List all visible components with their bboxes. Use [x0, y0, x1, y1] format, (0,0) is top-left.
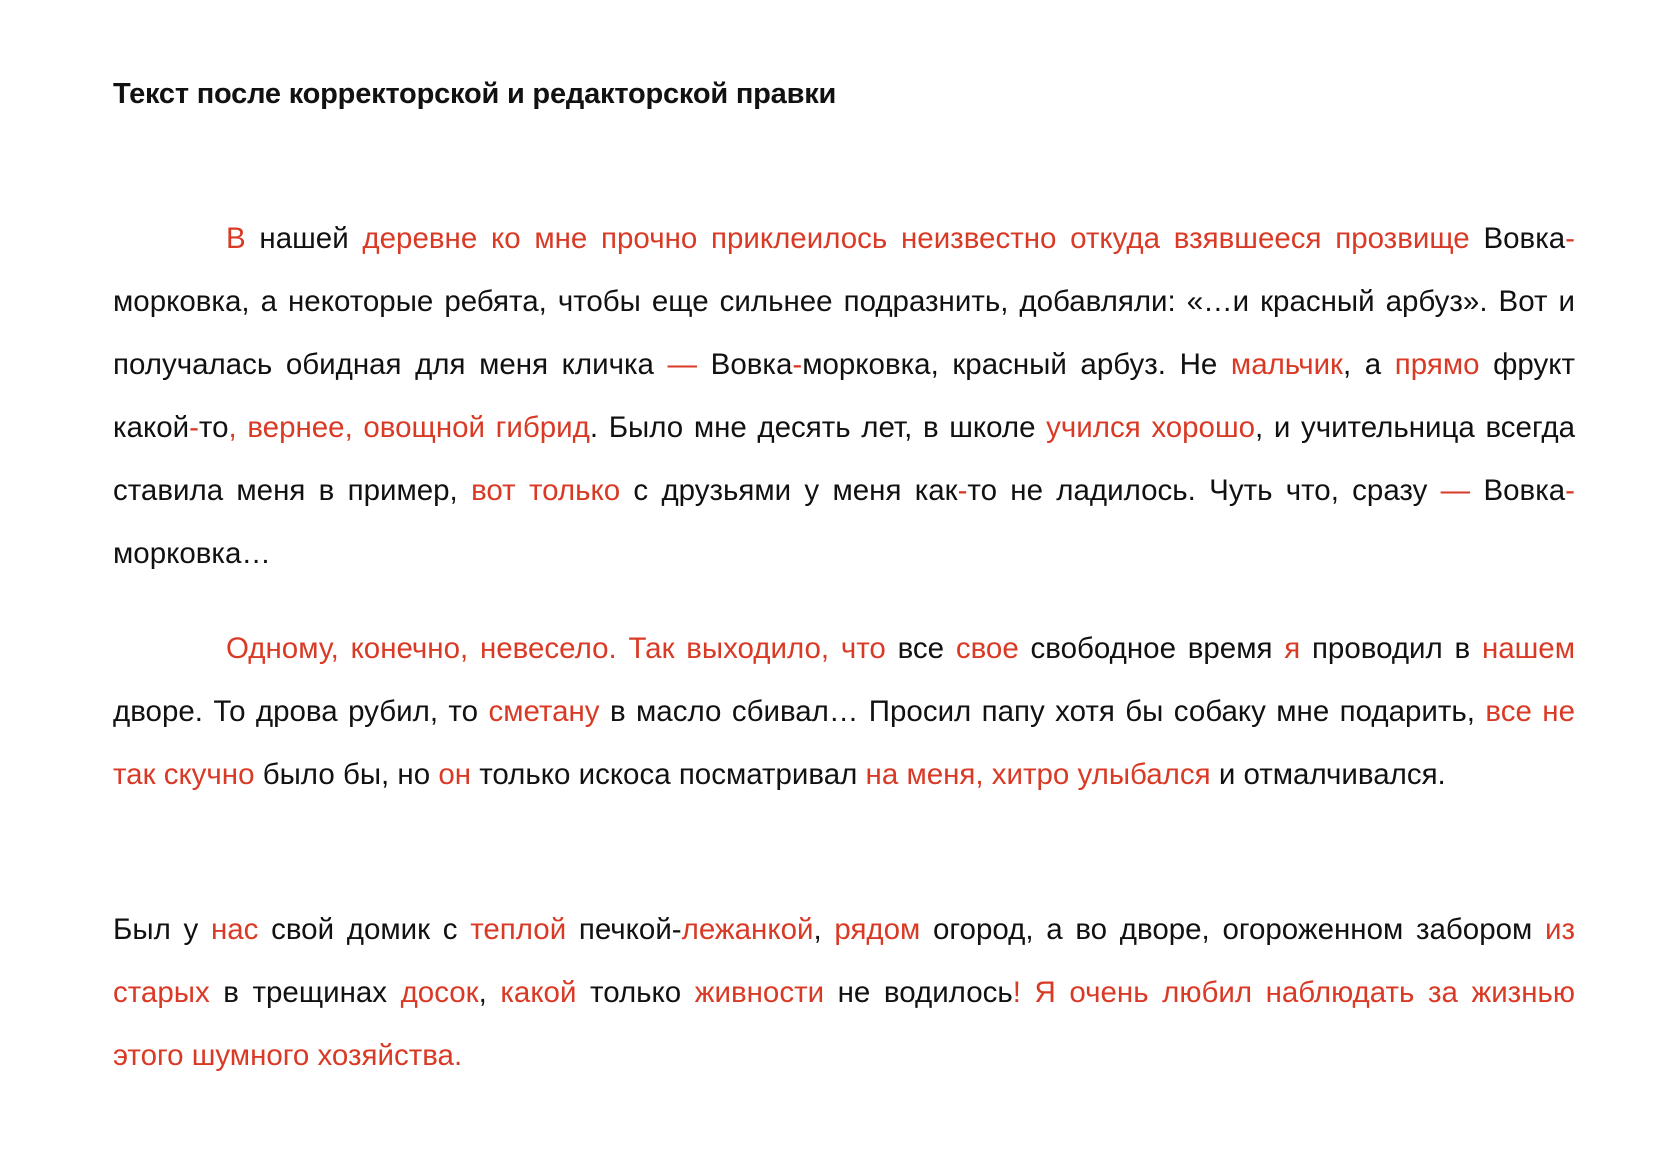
edited-fragment: -	[1565, 474, 1575, 507]
text-fragment: в масло сбивал… Просил папу хотя бы собаку мне подарить,	[599, 695, 1486, 728]
edited-fragment: свое	[955, 632, 1019, 665]
text-fragment: свой домик с	[258, 913, 471, 946]
edited-fragment: живности	[694, 976, 825, 1009]
text-fragment: фрукт какой	[113, 348, 1575, 444]
text-fragment: все	[885, 632, 956, 665]
edited-fragment: я	[1284, 632, 1301, 665]
text-fragment: проводил в	[1300, 632, 1482, 665]
text-fragment: морковка…	[113, 537, 271, 570]
text-fragment: огород, а во дворе, огороженном забором	[920, 913, 1545, 946]
edited-fragment: В	[226, 222, 246, 255]
edited-fragment: вот только	[471, 474, 621, 507]
text-fragment: только	[576, 976, 695, 1009]
edited-fragment: досок	[400, 976, 479, 1009]
paragraph-2	[113, 617, 1575, 806]
text-fragment: в трещинах	[209, 976, 401, 1009]
edited-fragment: учился хорошо	[1046, 411, 1256, 444]
text-fragment: морковка, а некоторые ребята, чтобы еще сильнее подразнить, добавляли: «…и красный арбуз». Вот и получалась обидная для меня кличка	[113, 285, 1575, 381]
edited-fragment: теплой	[470, 913, 567, 946]
text-fragment: с друзьями у меня как	[620, 474, 958, 507]
edited-fragment: —	[667, 348, 698, 381]
text-fragment: Был у	[113, 913, 211, 946]
text-fragment: Вовка	[697, 348, 793, 381]
text-fragment: . Было мне десять лет, в школе	[589, 411, 1047, 444]
edited-fragment: сметану	[488, 695, 600, 728]
edited-fragment: лежанкой	[681, 913, 814, 946]
edited-fragment: -	[189, 411, 199, 444]
text-fragment: не водилось	[824, 976, 1013, 1009]
text-fragment: то	[198, 411, 229, 444]
edited-fragment: -	[792, 348, 803, 381]
edited-fragment: деревне ко мне прочно приклеилось неизвестно откуда взявшееся прозвище	[362, 222, 1470, 255]
paragraph-3	[113, 898, 1575, 1087]
text-fragment: печкой-	[566, 913, 682, 946]
edited-fragment: на меня, хитро улыбался	[865, 758, 1211, 791]
text-fragment: дворе. То дрова рубил, то	[113, 695, 489, 728]
edited-fragment: -	[957, 474, 968, 507]
text-fragment: , и учительница всегда ставила меня в пример,	[113, 411, 1575, 507]
text-fragment: ,	[813, 913, 835, 946]
edited-fragment: Одному, конечно, невесело. Так выходило, что	[226, 632, 886, 665]
edited-fragment: он	[438, 758, 472, 791]
text-fragment: ,	[478, 976, 501, 1009]
edited-fragment: какой	[500, 976, 577, 1009]
text-fragment: и отмалчивался.	[1210, 758, 1446, 791]
edited-fragment: прямо	[1394, 348, 1480, 381]
text-fragment: свободное время	[1018, 632, 1285, 665]
text-fragment: то не ладилось. Чуть что, сразу	[967, 474, 1441, 507]
text-fragment: было бы, но	[254, 758, 439, 791]
text-fragment: нашей	[245, 222, 363, 255]
edited-fragment: из старых	[113, 913, 1576, 1009]
edited-fragment: нас	[210, 913, 259, 946]
text-fragment: , а	[1342, 348, 1395, 381]
edited-fragment: , вернее, овощной гибрид	[228, 411, 590, 444]
edited-fragment: мальчик	[1230, 348, 1343, 381]
text-fragment: только искоса посматривал	[471, 758, 866, 791]
text-fragment: Вовка	[1470, 474, 1566, 507]
edited-fragment: —	[1440, 474, 1471, 507]
text-fragment: морковка, красный арбуз. Не	[802, 348, 1231, 381]
document-title: Текст после корректорской и редакторской правки	[113, 78, 837, 110]
edited-fragment: рядом	[834, 913, 921, 946]
text-fragment: Вовка	[1469, 222, 1566, 255]
edited-fragment: нашем	[1481, 632, 1575, 665]
edited-fragment: -	[1565, 222, 1575, 255]
edited-fragment: все не так скучно	[113, 695, 1575, 791]
paragraph-1	[113, 207, 1575, 585]
edited-fragment: ! Я очень любил наблюдать за жизнью этого шумного хозяйства.	[113, 976, 1575, 1072]
